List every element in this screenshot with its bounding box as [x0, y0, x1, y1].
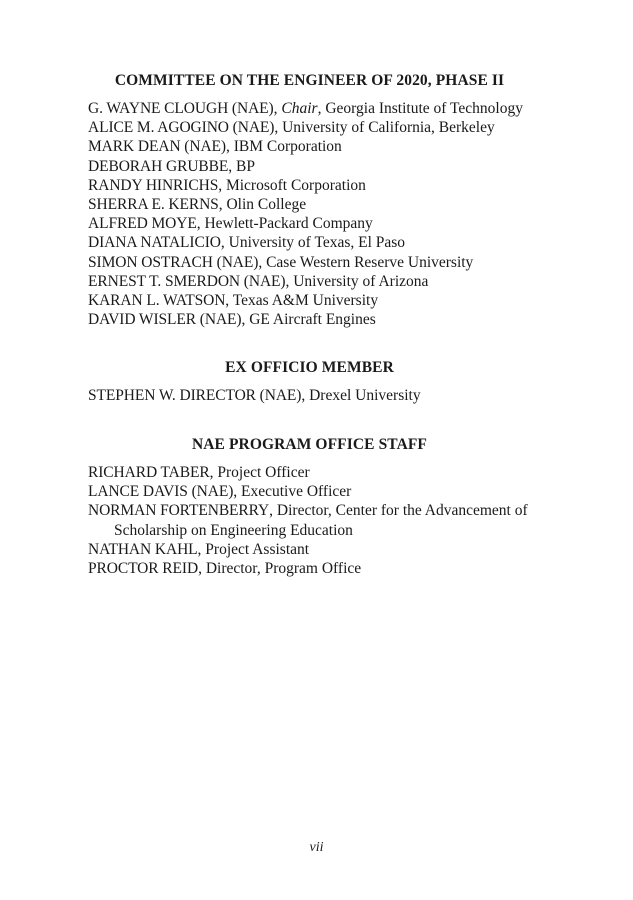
member-entry: DIANA NATALICIO, University of Texas, El Paso [88, 234, 406, 252]
member-entry: RANDY HINRICHS, Microsoft Corporation [88, 176, 366, 194]
staff-member-list [88, 463, 548, 578]
member-entry: MARK DEAN (NAE), IBM Corporation [88, 138, 342, 156]
committee-heading: COMMITTEE ON THE ENGINEER OF 2020, PHASE II [114, 72, 505, 89]
member-entry: DAVID WISLER (NAE), GE Aircraft Engines [88, 311, 376, 329]
page-number: vii [309, 840, 324, 855]
member-entry: SHERRA E. KERNS, Olin College [88, 196, 307, 214]
staff-heading: NAE PROGRAM OFFICE STAFF [191, 436, 428, 453]
member-entry: G. WAYNE CLOUGH (NAE), Chair, Georgia Institute of Technology [88, 100, 523, 117]
member-entry: STEPHEN W. DIRECTOR (NAE), Drexel University [88, 387, 421, 404]
ex-officio-member-list [88, 386, 548, 405]
member-entry: SIMON OSTRACH (NAE), Case Western Reserve University [88, 253, 474, 271]
committee-member-list [88, 99, 548, 329]
ex-officio-heading: EX OFFICIO MEMBER [225, 359, 394, 376]
staff-entry: NORMAN FORTENBERRY, Director, Center for the Advancement of Scholarship on Engineering Education [88, 502, 528, 539]
member-entry: DEBORAH GRUBBE, BP [88, 157, 255, 175]
staff-entry: RICHARD TABER, Project Officer [88, 464, 310, 481]
staff-entry: PROCTOR REID, Director, Program Office [88, 560, 362, 578]
staff-entry: LANCE DAVIS (NAE), Executive Officer [88, 483, 352, 501]
staff-entry: NATHAN KAHL, Project Assistant [88, 540, 310, 558]
member-entry: KARAN L. WATSON, Texas A&M University [88, 292, 379, 310]
member-entry: ALICE M. AGOGINO (NAE), University of California, Berkeley [88, 119, 495, 137]
member-entry: ALFRED MOYE, Hewlett-Packard Company [88, 215, 373, 233]
member-entry: ERNEST T. SMERDON (NAE), University of Arizona [88, 272, 429, 290]
member-role: Chair [281, 100, 318, 117]
